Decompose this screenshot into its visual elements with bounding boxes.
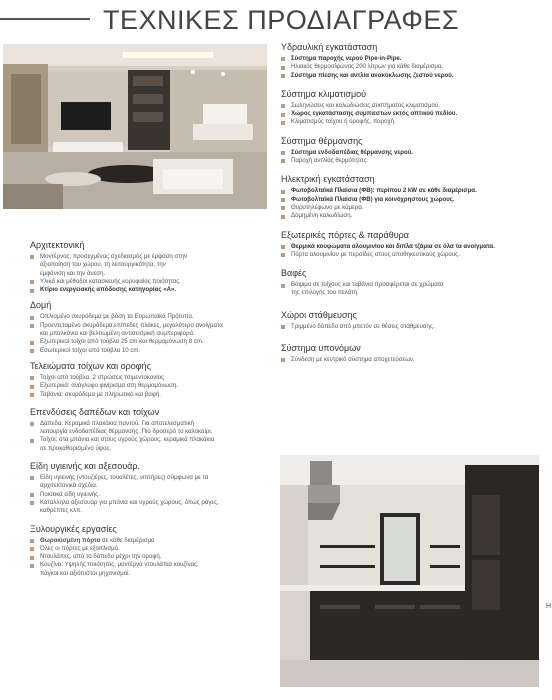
section-title: Είδη υγιεινής και αξεσουάρ. (30, 461, 140, 472)
spec-item: λειτουργία ενδοδαπέδιας θέρμανσης. Πιο δροσερό το καλοκαίρι. (40, 428, 213, 436)
spec-item: Πόρτα αλουμινίου με περσίδες στους αποθηκευτικούς χώρους. (281, 251, 546, 259)
side-letter: Η (546, 603, 552, 610)
spec-item: αξιοποίηση του χώρου, τη λειτουργικότητα, την (40, 261, 166, 269)
section-title: Χώροι στάθμευσης (281, 309, 357, 320)
spec-item: Σύστημα πίεσης και αντλία ανακύκλωσης ζεστού νερού. (281, 72, 546, 80)
spec-section-electrical (281, 174, 546, 220)
spec-item: σε προκαθορισμένο ύψος. (40, 444, 112, 452)
spec-section-carpentry (30, 524, 275, 578)
spec-item: Μοντέρνος, προσεγμένος σχεδιασμός με έμφαση στην (30, 253, 275, 261)
spec-section-heating (281, 136, 546, 166)
spec-item: και μπαλκόνια και βελτιωμένη αντισεισμική συμπεριφορά. (40, 330, 195, 338)
section-title: Υδραυλική εγκατάσταση (281, 42, 378, 52)
section-title: Βαφές (281, 268, 307, 279)
spec-item: Βάψιμο σε τοίχους και ταβάνια προσφέρεται σε χρώματα (281, 281, 546, 289)
left-spec-column (30, 240, 275, 587)
bold-text: Θωρακισμένη πόρτα (40, 536, 101, 544)
spec-section-paints (281, 268, 546, 298)
section-title: Σύστημα υπονόμων (281, 343, 361, 354)
spec-item: εμφάνιση και την άνεση. (40, 269, 106, 277)
spec-item: Κουζίνα: Υψηλής ποιότητας, μοντέρνα ντουλάπια κουζίνας, (30, 561, 275, 569)
spec-item: Ντουλάπες, από το δάπεδο μέχρι την οροφή. (30, 553, 275, 561)
spec-item: Θερμικά κουφώματα αλουμινίου και διπλά τζάμια σε όλα τα ανοίγματα. (281, 243, 546, 251)
section-title: Επενδύσεις δαπέδων και τοίχων (30, 406, 160, 417)
spec-item-armored-door (30, 537, 275, 545)
page-title: ΤΕΧΝΙΚΕΣ ΠΡΟΔΙΑΓΡΑΦΕΣ (103, 5, 460, 35)
spec-item: καθρέπτες κλπ. (40, 507, 83, 515)
header-rule (0, 18, 90, 20)
spec-section-parking (281, 310, 546, 331)
spec-item: Προεντεταμένο σκυρόδεμα,επίπεδες πλάκες, μεγαλύτερο ανοίγματα (30, 322, 275, 330)
living-room-photo (3, 44, 267, 209)
section-title: Ηλεκτρική εγκατάσταση (281, 174, 375, 185)
spec-section-structure (30, 300, 275, 354)
spec-item: Σύστημα παροχής νερού Pipe-in-Pipe. (281, 55, 546, 63)
section-title: Εξωτερικές πόρτες & παράθυρα (281, 229, 409, 240)
spec-item: Φωτοβολταϊκά Πλαίσια (ΦΒ) για κοινόχρηστους χώρους. (281, 196, 546, 204)
spec-item: Σύνδεση με κεντρικό σύστημα αποχετεύσεων. (281, 356, 546, 364)
spec-item: Παροχή αντλίας θερμότητας. (281, 157, 546, 165)
plain-text: σε κάθε διαμέρισμα (100, 536, 155, 544)
spec-item: Δάπεδα: Κεραμικά πλακάκια παντού. Για αποτελεσματική (30, 420, 275, 428)
spec-item: Είδη υγιεινής (ντουζιέρες, τουαλέτες, νιπτήρες) σύμφωνα με τα (30, 474, 275, 482)
spec-section-wall-finishes (30, 361, 275, 399)
section-title: Τελειώματα τοίχων και οροφής (30, 360, 151, 371)
right-spec-column (281, 42, 546, 373)
spec-item: Σύστημα ενδοδαπέδιας θέρμανσης νερού. (281, 149, 546, 157)
spec-item: Δομημένη καλωδίωση. (281, 212, 546, 220)
section-title: Σύστημα κλιματισμού (281, 88, 367, 99)
spec-item: Κτίριο ενεργειακής απόδοσης κατηγορίας «Α». (30, 286, 275, 294)
section-title: Ξυλουργικές εργασίες (30, 523, 117, 534)
spec-item: Ταβάνια: σκυρόδεμα με πληρωτικό και βαφή. (30, 391, 275, 399)
spec-item: Χώρος εγκατάστασης συμπιεστών εκτός οπτικού πεδίου. (281, 110, 546, 118)
spec-item: Φωτοβολταϊκά Πλαίσια (ΦΒ): περίπου 2 kW σε κάθε διαμέρισμα. (281, 187, 546, 195)
section-title: Σύστημα θέρμανσης (281, 135, 363, 146)
spec-item: Οπλισμένο σκυρόδεμα με βάση τα Ευρωπαϊκά Πρότυπα. (30, 313, 275, 321)
spec-section-plumbing (281, 42, 546, 80)
spec-item: Ηλιακός θερμοσίφωνας 200 λίτρων για κάθε διαμέρισμα. (281, 63, 546, 71)
spec-item: Κλιματισμός τοίχου ή οροφής, παροχή. (281, 118, 546, 126)
spec-item: Τοίχοι: στα μπάνια και στους υγρούς χώρους, κεραμικά πλακάκια (30, 436, 275, 444)
spec-item: αρχιτεκτονικά σχέδια. (40, 482, 98, 490)
section-title: Αρχιτεκτονική (30, 240, 85, 250)
spec-item: Εξωτερικοί τοίχοι από τούβλα 25 cm και θερμομόνωση 8 cm. (30, 338, 275, 346)
spec-item: Εξωτερικά: ανάγλυφο φινίρισμα στη θερμομόνωση. (30, 382, 275, 390)
spec-item: Θυροτηλέφωνο με κάμερα. (281, 204, 546, 212)
spec-item: Όλες οι πόρτες με εξοπλισμό. (30, 545, 275, 553)
spec-item: πάγκοι και αξιόπιστοι μηχανισμοί. (40, 569, 131, 577)
spec-section-floor-coverings (30, 407, 275, 453)
spec-section-air-conditioning (281, 89, 546, 127)
spec-section-sewage (281, 343, 546, 364)
spec-section-architecture (30, 240, 275, 294)
section-title: Δομή (30, 300, 52, 311)
spec-item: Υλικά και μέθοδοι κατασκευής κορυφαίας ποιότητας. (30, 278, 275, 286)
spec-item: Καταλληλα αξεσουάρ για μπάνια και υγρούς χώρους, όπως ράγες, (30, 499, 275, 507)
spec-item: Τριμμένο δάπεδο από μπετόν σε θέσεις στάθμευσης. (281, 323, 546, 331)
spec-item: Εσωτερικοί τοίχοι από τούβλα 10 cm. (30, 347, 275, 355)
spec-item: Τοίχοι από τούβλα: 2 στρώσεις τσιμεντοκονίας (30, 374, 275, 382)
spec-section-sanitary (30, 461, 275, 515)
spec-section-exterior-doors-windows (281, 230, 546, 260)
spec-item: Σωληνώσεις και καλωδιώσεις συστήματος κλιματισμού. (281, 102, 546, 110)
spec-item: Ποιοτικά είδη υγιεινής. (30, 491, 275, 499)
spec-item: της επιλογής του πελάτη. (291, 289, 359, 297)
kitchen-photo (280, 455, 539, 687)
